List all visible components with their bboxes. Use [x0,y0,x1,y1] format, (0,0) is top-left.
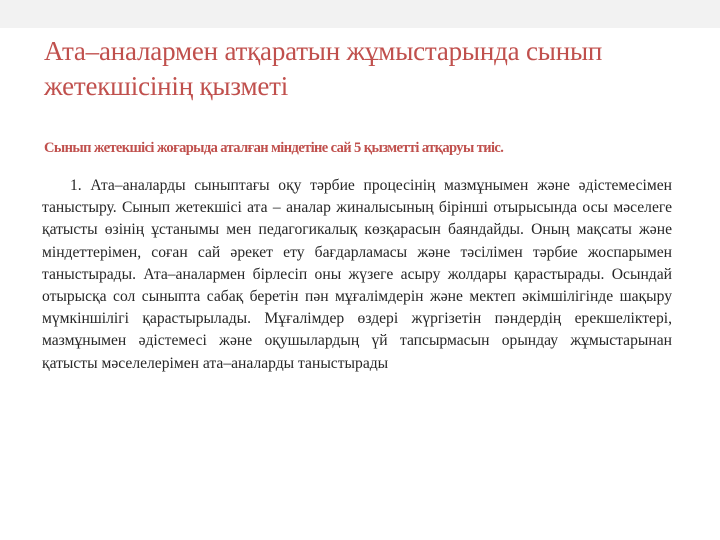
slide-top-band [0,0,720,28]
slide-title: Ата–аналармен атқаратын жұмыстарында сынып жетекшісінің қызметі [44,36,603,101]
slide-subtitle: Сынып жетекшісі жоғарыда аталған міндетіне сай 5 қызметті атқаруы тиіс. [44,140,504,156]
body-paragraph: 1. Ата–аналарды сыныптағы оқу тәрбие процесінің мазмұнымен және әдістемесімен таныстыру. Сынып жетекшісі ата – аналар жиналысының бірінші отырысында осы мәселеге қатысты өзінің ұстанымы мен педагогикалық көзқарасын баяндайды. Оның мақсаты және міндеттерімен, соған сай әрекет ету бағдарламасы және тәсілімен тәрбие жоспарымен таныстырады. Ата–аналармен бірлесіп оны жүзеге асыру жолдары қарастырады. Осындай отырысқа сол сыныпта сабақ беретін пән мұғалімдерін және мектеп әкімшілігінде шақыру мүмкіншілігі қарастырылады. Мұғалімдер өздері жүргізетін пәндердің ерекшеліктері, мазмұнымен әдістемесі және оқушылардың үй тапсырмасын орындау жұмыстарынан қатысты мәселелерімен ата–аналарды таныстырады [42,177,672,372]
